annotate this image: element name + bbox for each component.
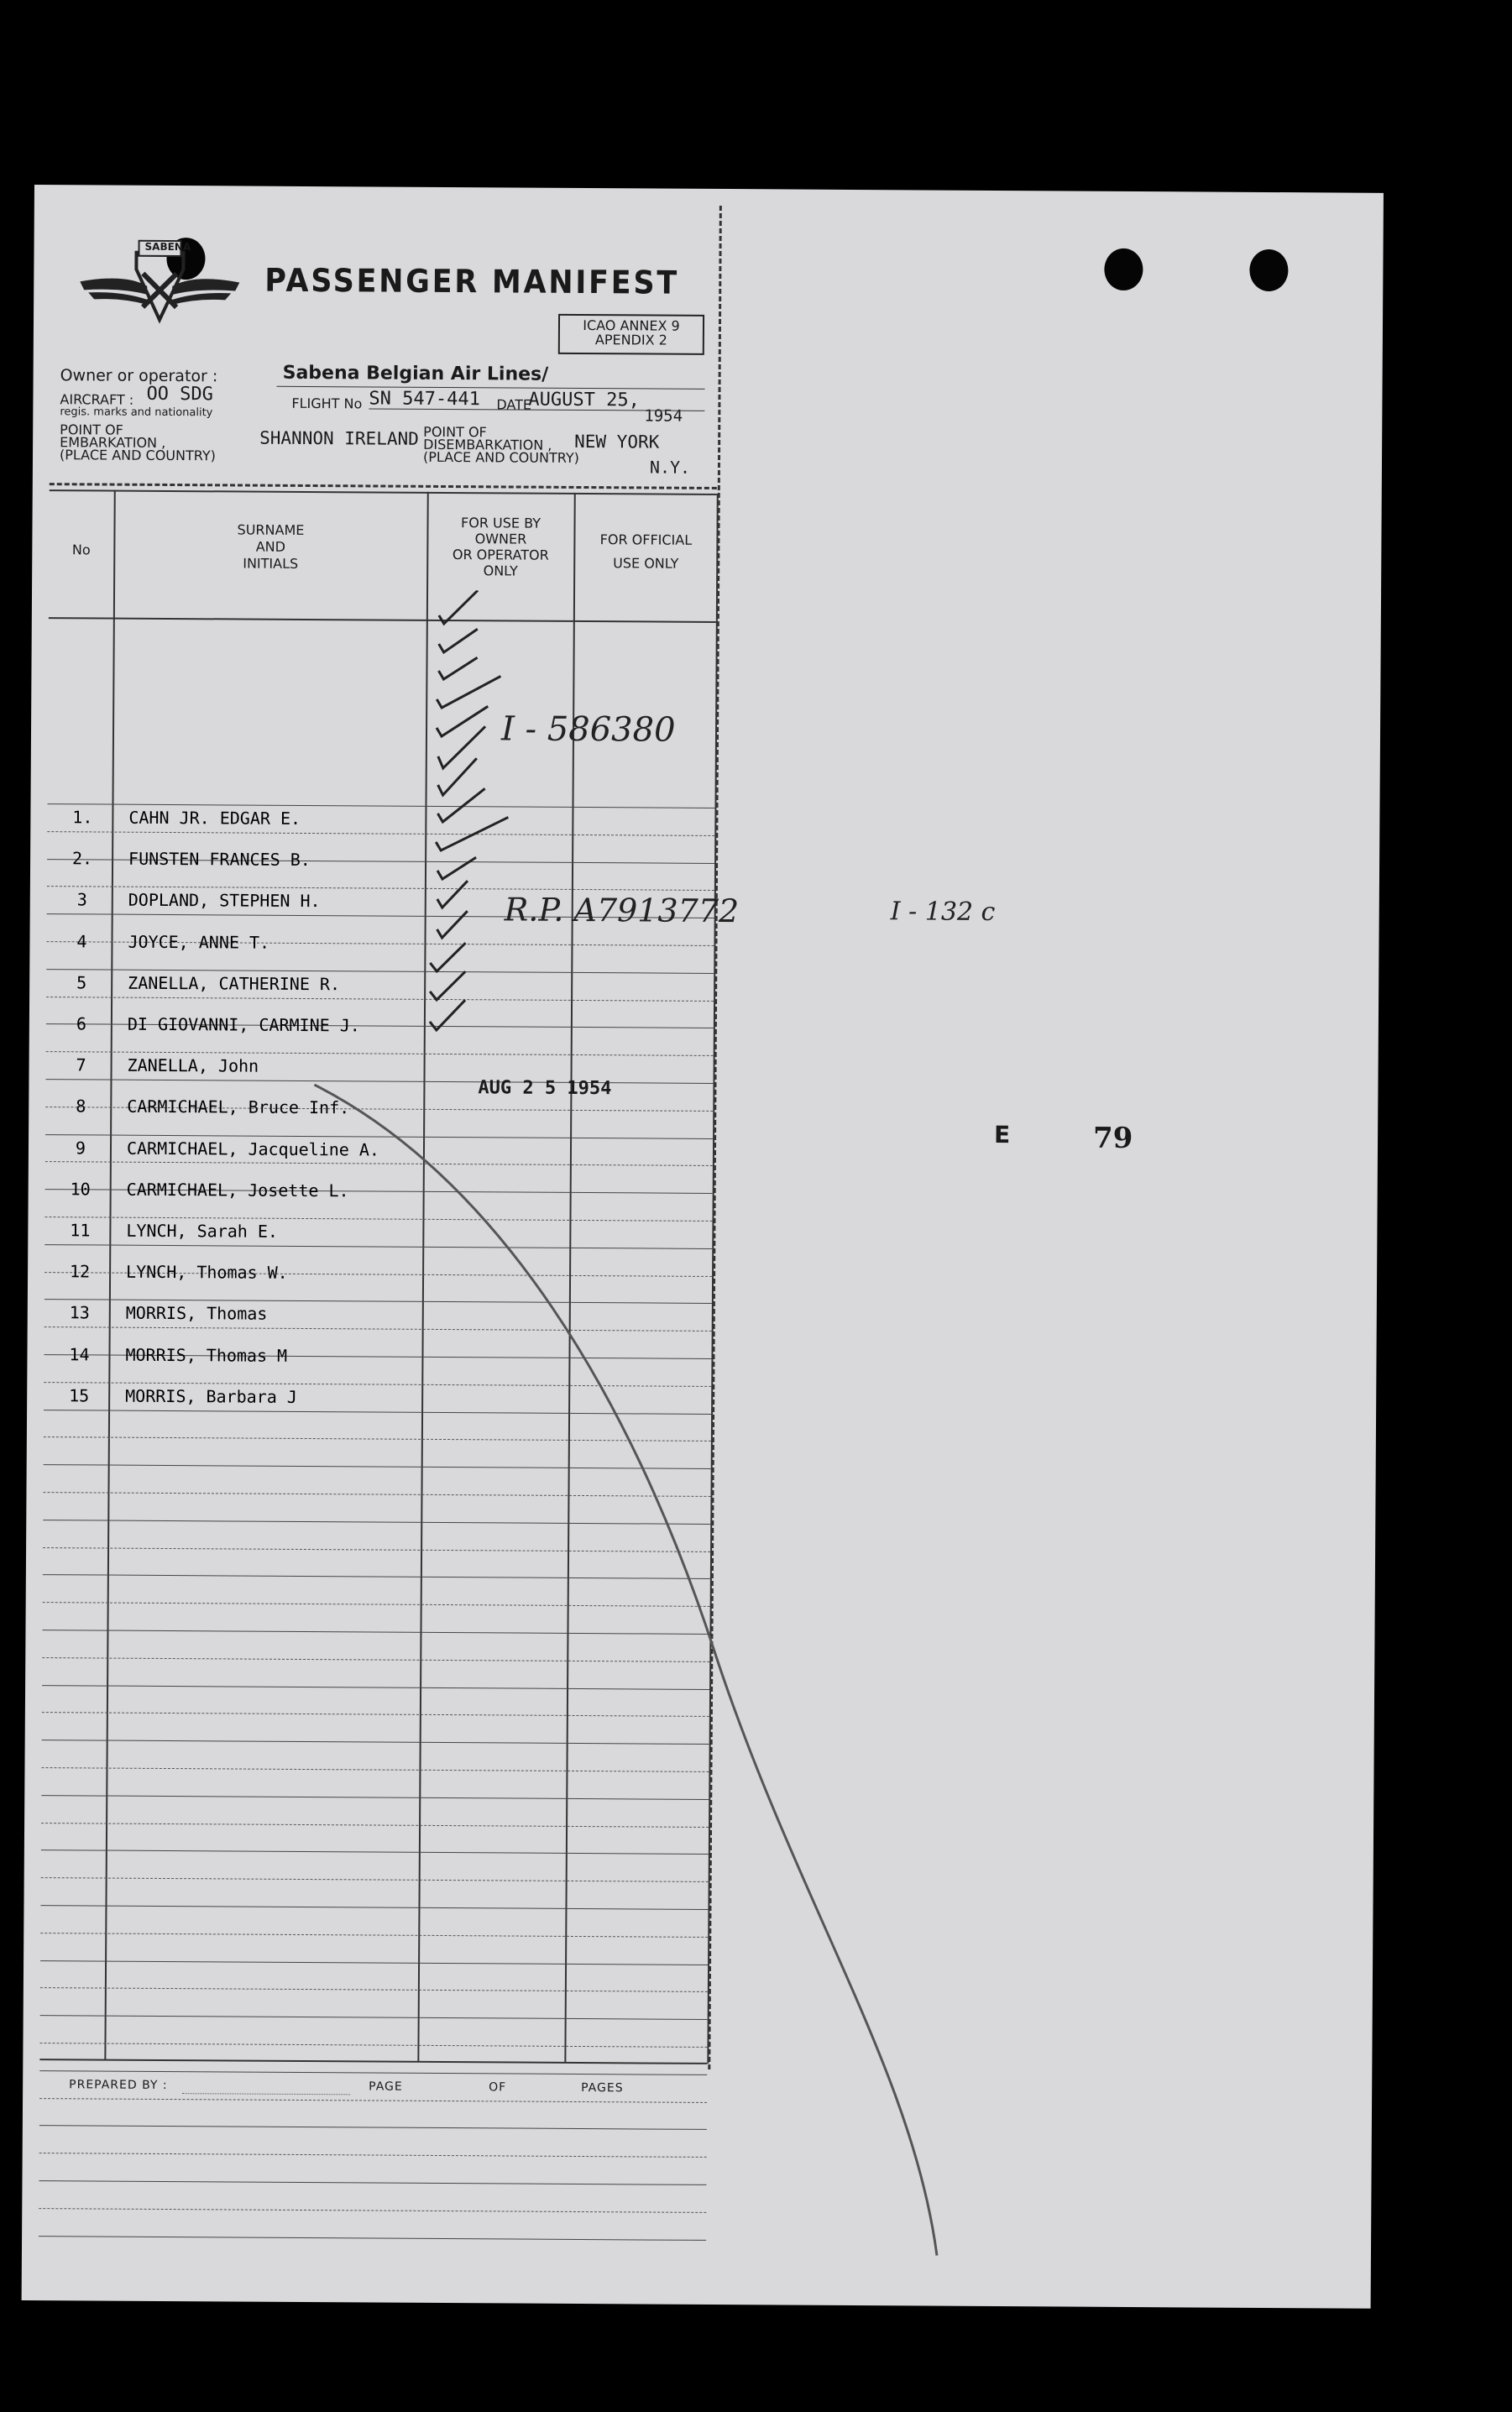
passenger-name: MORRIS, Barbara J <box>125 1385 297 1407</box>
col-header-owner-2: OWNER <box>474 531 527 547</box>
row-number: 2. <box>71 848 93 869</box>
passenger-name: LYNCH, Thomas W. <box>126 1261 288 1284</box>
col-header-no: No <box>71 542 91 558</box>
passenger-name: MORRIS, Thomas <box>125 1303 268 1325</box>
icao-annex: ICAO ANNEX 9 <box>583 317 680 334</box>
row-number: 1. <box>72 807 93 828</box>
embark-label-1: POINT OF <box>60 421 123 438</box>
row-number: 13 <box>69 1302 90 1323</box>
embark-label-2: EMBARKATION , <box>60 434 166 451</box>
row-number: 7 <box>76 1054 86 1075</box>
row-number: 4 <box>76 930 87 951</box>
row-number: 14 <box>69 1343 90 1365</box>
col-header-owner-4: ONLY <box>483 562 518 579</box>
row-number: 15 <box>69 1385 90 1406</box>
row-number: 5 <box>76 972 87 993</box>
owner-value: Sabena Belgian Air Lines/ <box>282 362 549 385</box>
footer-page: PAGE <box>369 2080 403 2094</box>
passenger-name: CARMICHAEL, Bruce Inf. <box>127 1096 350 1118</box>
passenger-name: CARMICHAEL, Jacqueline A. <box>126 1138 380 1160</box>
page-title: PASSENGER MANIFEST <box>264 261 680 301</box>
flight-value: SN 547-441 <box>369 388 480 411</box>
col-header-official-2: USE ONLY <box>613 555 679 572</box>
disembark-value: NEW YORK <box>574 431 660 453</box>
table-top-rule <box>50 483 717 489</box>
row-number: 12 <box>69 1261 91 1282</box>
owner-label: Owner or operator : <box>60 366 218 386</box>
date-label: DATE <box>496 396 532 413</box>
date-value: AUGUST 25, <box>528 389 640 411</box>
col-header-surname-1: SURNAME <box>237 521 305 538</box>
col-header-owner-1: FOR USE BY <box>461 515 541 531</box>
aircraft-sublabel: regis. marks and nationality <box>60 405 213 420</box>
passenger-name: MORRIS, Thomas M <box>125 1344 288 1366</box>
passenger-name: DOPLAND, STEPHEN H. <box>128 890 321 912</box>
passenger-name: CARMICHAEL, Josette L. <box>126 1179 349 1201</box>
row-rule <box>47 831 714 836</box>
disembark-label-3: (PLACE AND COUNTRY) <box>422 448 579 466</box>
row-rule <box>46 997 714 1002</box>
year-value: 1954 <box>644 406 683 426</box>
embark-label-3: (PLACE AND COUNTRY) <box>59 447 216 464</box>
row-number: 6 <box>76 1013 86 1034</box>
pencil-stroke <box>273 1060 1036 2323</box>
owner-underline <box>277 386 705 390</box>
embark-value: SHANNON IRELAND <box>259 427 419 449</box>
row-number: 11 <box>70 1220 91 1241</box>
manifest-sheet <box>22 185 1384 2309</box>
passenger-name: JOYCE, ANNE T. <box>128 931 270 953</box>
row-number: 10 <box>70 1179 91 1200</box>
disembark-value-2: N.Y. <box>649 457 691 478</box>
col-header-surname-2: AND <box>255 538 286 555</box>
punch-hole <box>1104 249 1143 290</box>
passenger-name: DI GIOVANNI, CARMINE J. <box>127 1013 360 1036</box>
row-number: 8 <box>76 1096 86 1117</box>
disembark-label-1: POINT OF <box>423 423 487 441</box>
passenger-name: CAHN JR. EDGAR E. <box>128 807 301 829</box>
col-header-official <box>575 528 716 576</box>
row-number: 9 <box>75 1137 86 1158</box>
footer-pages: PAGES <box>581 2081 624 2095</box>
table-top-rule-2 <box>50 489 717 495</box>
row-number: 3 <box>76 889 87 910</box>
passenger-name: LYNCH, Sarah E. <box>126 1220 279 1242</box>
check-marks <box>411 590 582 1112</box>
logo-text: SABENA <box>144 240 191 254</box>
col-header-official-1: FOR OFFICIAL <box>599 531 693 548</box>
punch-hole <box>1249 249 1288 291</box>
footer-underline <box>182 2093 350 2095</box>
header-bottom-rule <box>49 617 716 623</box>
disembark-label-2: DISEMBARKATION , <box>423 436 552 453</box>
page-number: 79 <box>1092 1121 1133 1156</box>
page-number-prefix: E <box>994 1121 1011 1149</box>
col-header-owner <box>428 515 573 579</box>
col-header-surname-3: INITIALS <box>243 555 299 572</box>
visa-annotation-3: I - 132 c <box>890 897 996 928</box>
sabena-logo <box>76 235 244 328</box>
passenger-name: ZANELLA, CATHERINE R. <box>128 972 341 995</box>
arrival-date-stamp: AUG 2 5 1954 <box>478 1077 612 1100</box>
col-header-owner-3: OR OPERATOR <box>452 547 549 563</box>
aircraft-label: AIRCRAFT : <box>60 391 134 408</box>
flight-label: FLIGHT No <box>291 395 363 412</box>
aircraft-value: OO SDG <box>146 383 214 405</box>
passenger-name: ZANELLA, John <box>127 1054 259 1076</box>
passenger-name: FUNSTEN FRANCES B. <box>128 848 311 871</box>
col-header-surname <box>116 521 425 573</box>
visa-annotation-2: R.P. A7913772 <box>504 891 740 930</box>
visa-annotation-1: I - 586380 <box>500 709 676 750</box>
icao-box <box>558 314 704 355</box>
col-divider <box>104 490 115 2060</box>
footer-of: OF <box>489 2080 507 2095</box>
footer-prepared-by: PREPARED BY : <box>69 2078 168 2093</box>
icao-apendix: APENDIX 2 <box>594 332 667 348</box>
